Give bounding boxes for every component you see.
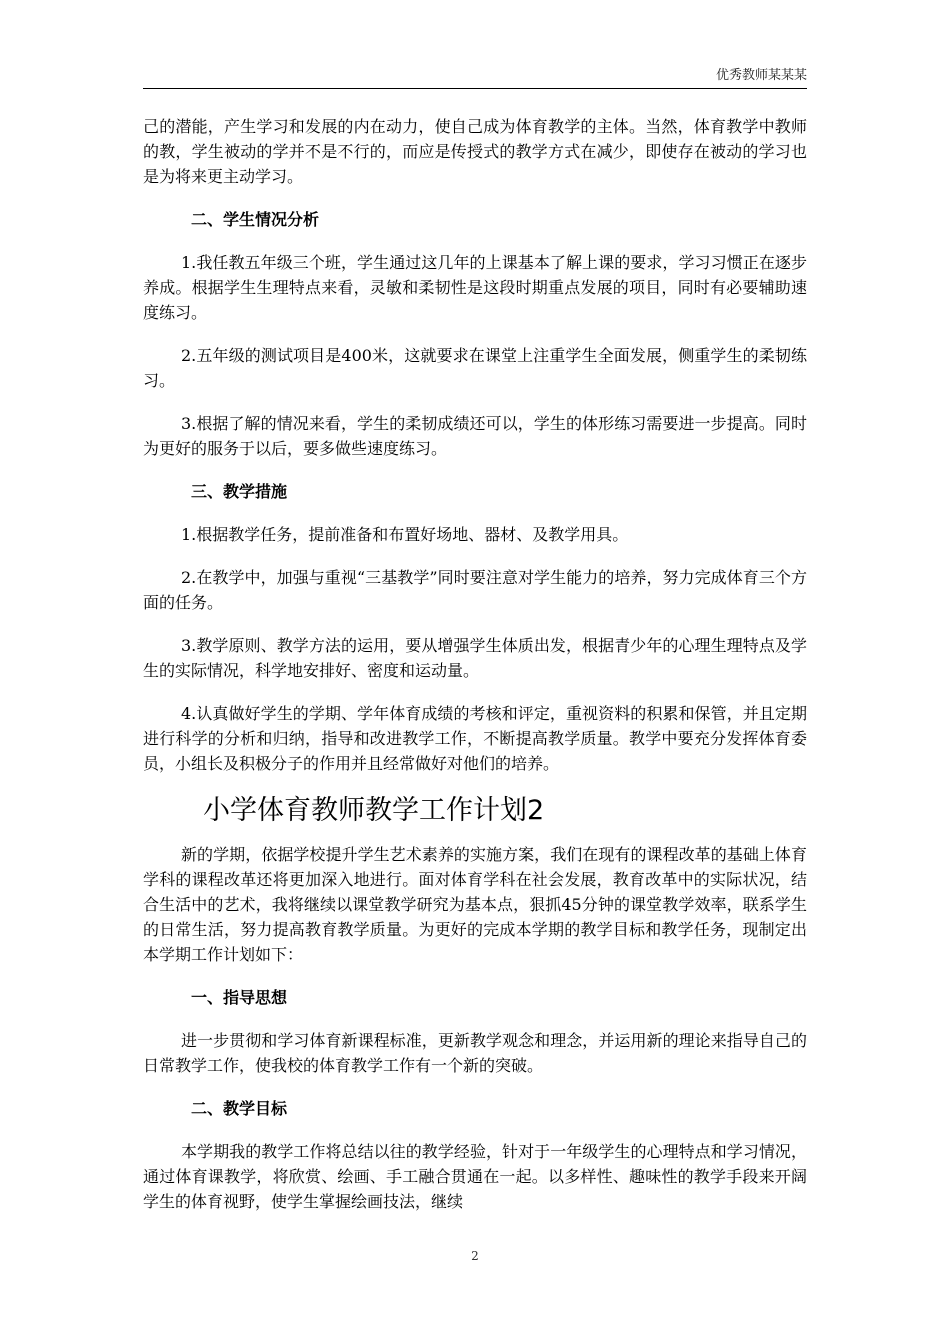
paragraph: 4.认真做好学生的学期、学年体育成绩的考核和评定，重视资料的积累和保管，并且定期进行科学的分析和归纳，指导和改进教学工作，不断提高教学质量。教学中要充分发挥体育委员，小组长及积极分子的作用并且经常做好对他们的培养。 <box>143 704 807 773</box>
paragraph: 己的潜能，产生学习和发展的内在动力，使自己成为体育教学的主体。当然，体育教学中教师的教，学生被动的学并不是不行的，而应是传授式的教学方式在减少，即使存在被动的学习也是为将来更主动学习。 <box>143 117 807 186</box>
paragraph: 2.在教学中，加强与重视“三基教学”同时要注意对学生能力的培养，努力完成体育三个方面的任务。 <box>143 568 807 612</box>
header-divider <box>143 88 807 89</box>
paragraph: 1.根据教学任务，提前准备和布置好场地、器材、及教学用具。 <box>181 525 629 544</box>
paragraph: 本学期我的教学工作将总结以往的教学经验，针对于一年级学生的心理特点和学习情况，通过体育课教学，将欣赏、绘画、手工融合贯通在一起。以多样性、趣味性的教学手段来开阔学生的体育视野，使学生掌握绘画技法，继续 <box>143 1142 807 1211</box>
paragraph: 进一步贯彻和学习体育新课程标准，更新教学观念和理念，并运用新的理论来指导自己的日常教学工作，使我校的体育教学工作有一个新的突破。 <box>143 1031 807 1075</box>
section-heading: 二、学生情况分析 <box>191 210 320 229</box>
document-title: 小学体育教师教学工作计划2 <box>203 795 545 826</box>
document-body <box>143 114 807 1232</box>
section-heading: 二、教学目标 <box>191 1099 288 1118</box>
paragraph: 3.根据了解的情况来看，学生的柔韧成绩还可以，学生的体形练习需要进一步提高。同时为更好的服务于以后，要多做些速度练习。 <box>143 414 807 458</box>
section-heading: 三、教学措施 <box>191 482 288 501</box>
paragraph: 2.五年级的测试项目是400米，这就要求在课堂上注重学生全面发展，侧重学生的柔韧练习。 <box>143 346 807 390</box>
paragraph: 新的学期，依据学校提升学生艺术素养的实施方案，我们在现有的课程改革的基础上体育学科的课程改革还将更加深入地进行。面对体育学科在社会发展，教育改革中的实际状况，结合生活中的艺术，我将继续以课堂教学研究为基本点，狠抓45分钟的课堂教学效率，联系学生的日常生活，努力提高教育教学质量。为更好的完成本学期的教学目标和教学任务，现制定出本学期工作计划如下： <box>143 845 807 964</box>
section-heading: 一、指导思想 <box>191 988 288 1007</box>
page-header-text: 优秀教师某某某 <box>715 68 807 83</box>
page-number: 2 <box>471 1249 479 1263</box>
paragraph: 3.教学原则、教学方法的运用，要从增强学生体质出发，根据青少年的心理生理特点及学生的实际情况，科学地安排好、密度和运动量。 <box>143 636 807 680</box>
paragraph: 1.我任教五年级三个班，学生通过这几年的上课基本了解上课的要求，学习习惯正在逐步养成。根据学生生理特点来看，灵敏和柔韧性是这段时期重点发展的项目，同时有必要辅助速度练习。 <box>143 253 807 322</box>
